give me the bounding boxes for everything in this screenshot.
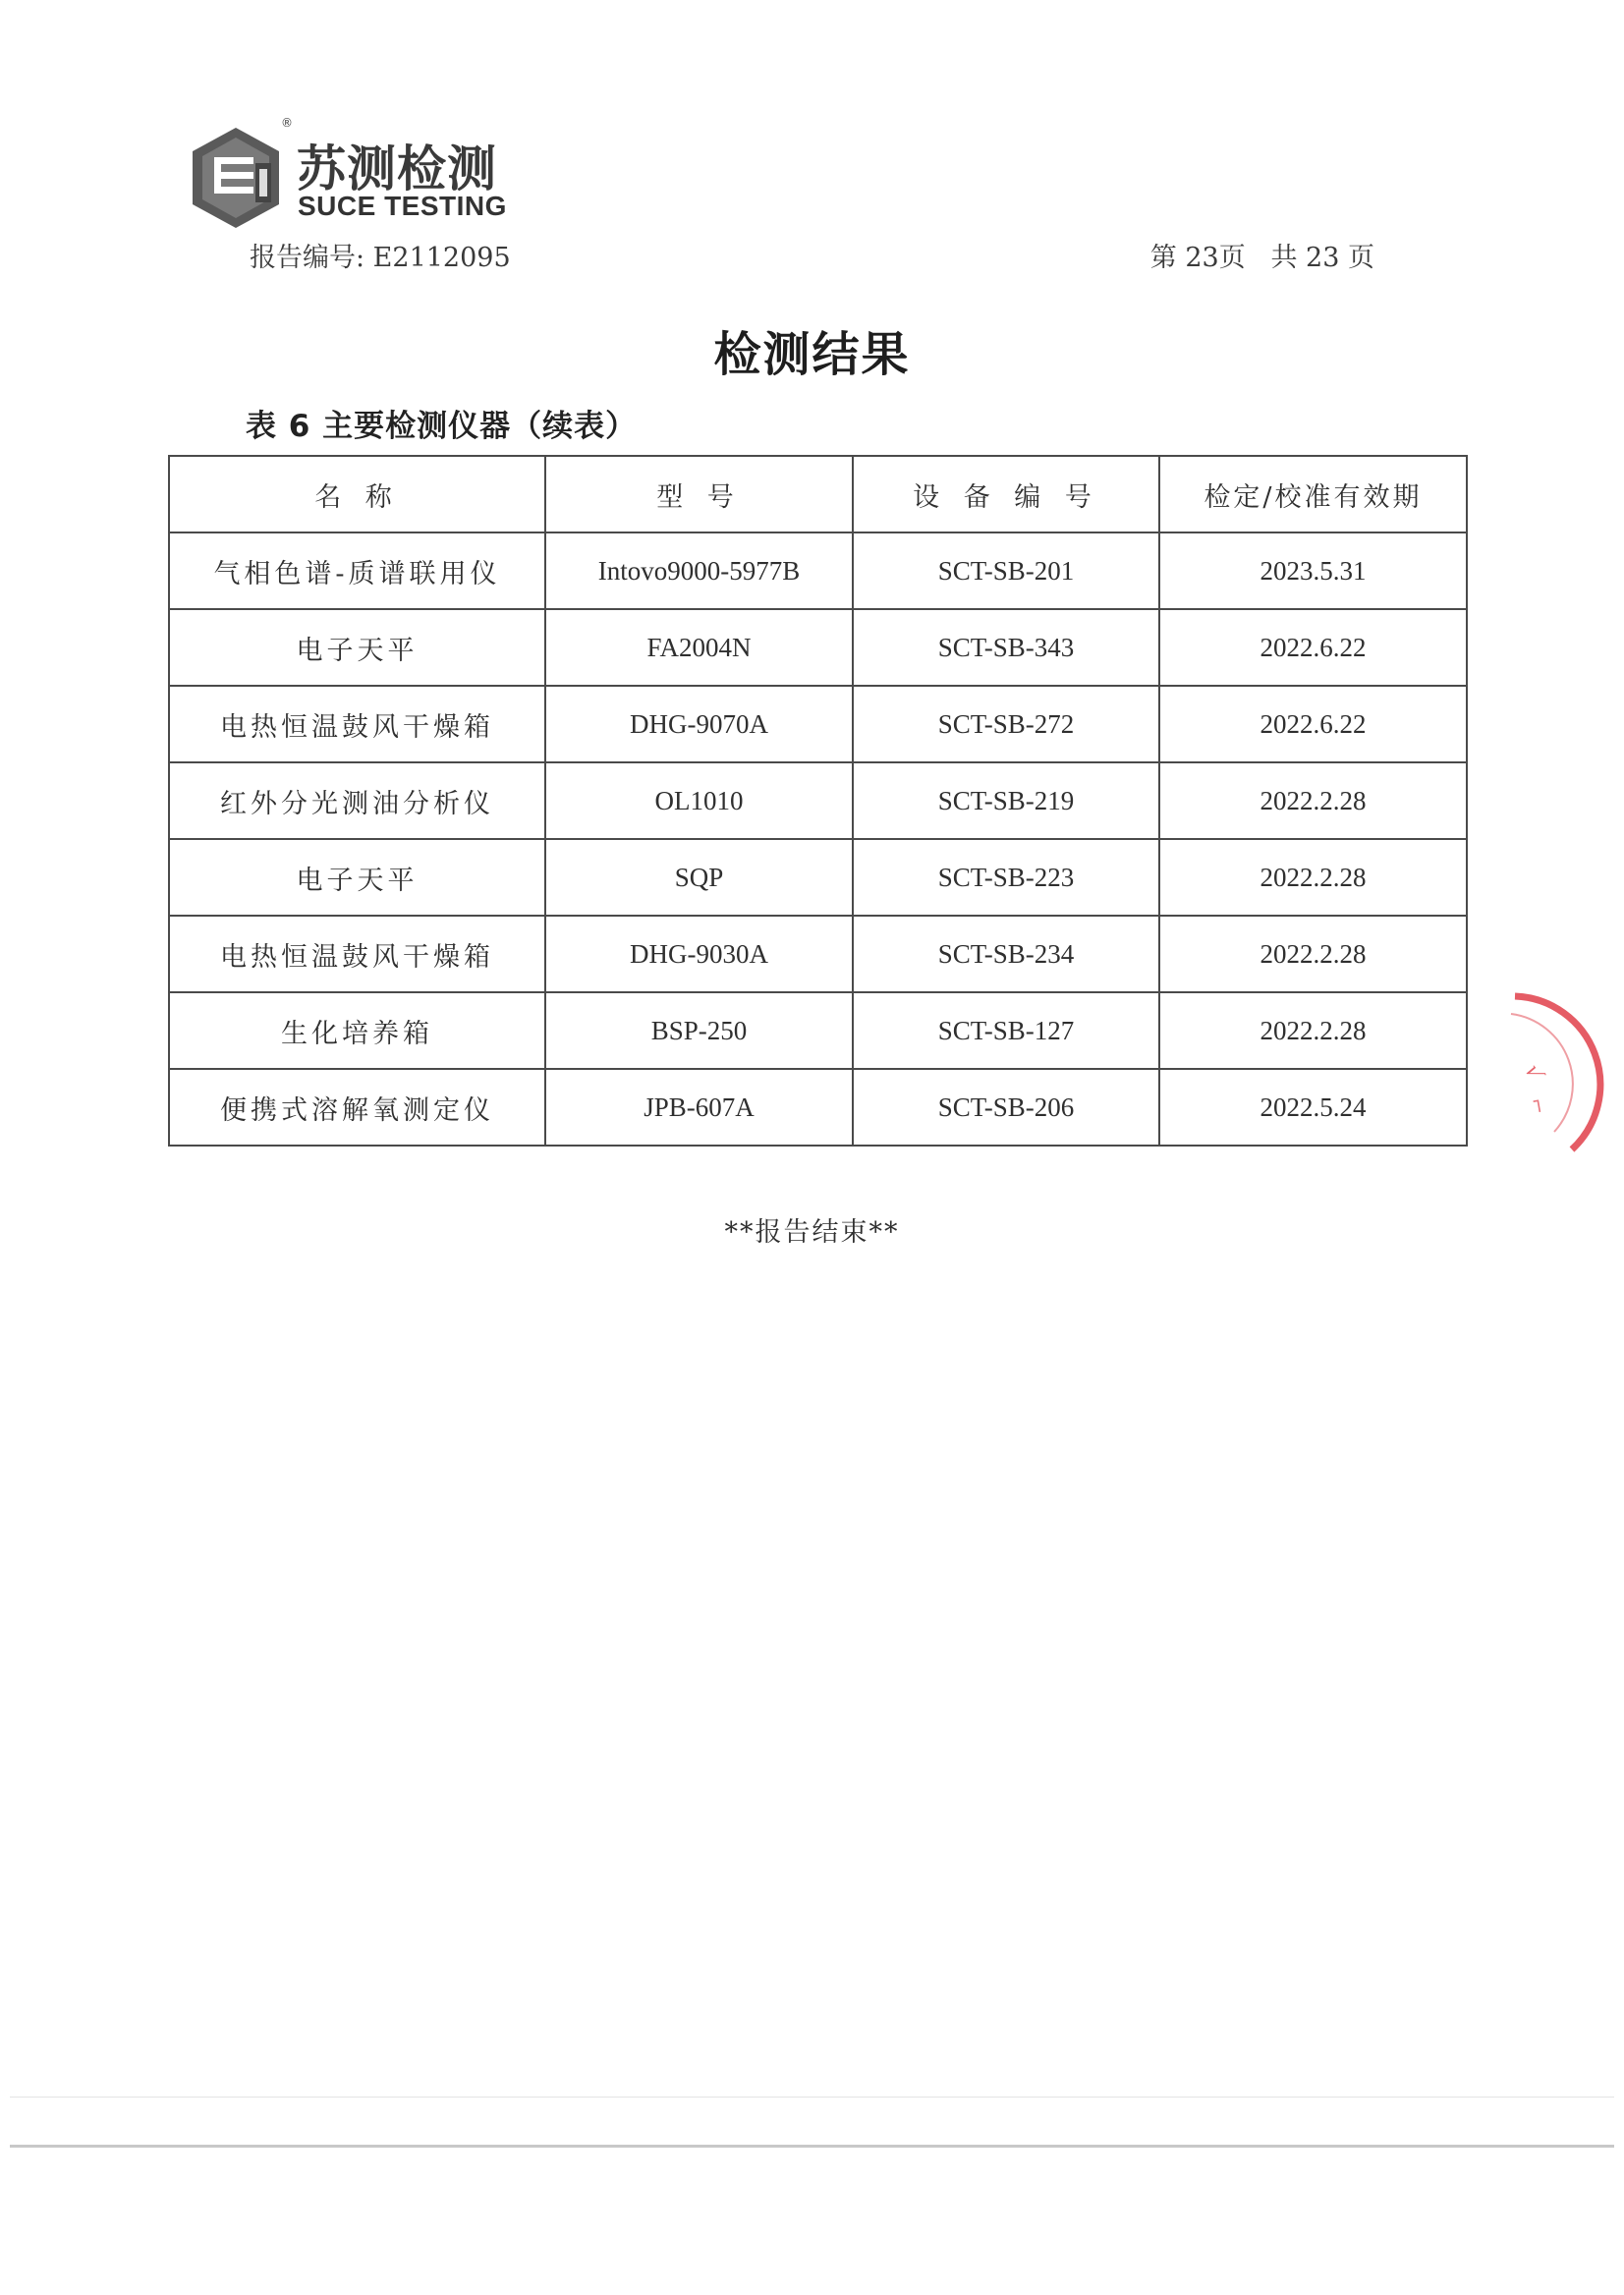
cell-model: DHG-9070A [545,686,853,762]
cell-validity: 2022.2.28 [1159,992,1467,1069]
table-row [169,762,1467,839]
table-row [169,609,1467,686]
cell-model: SQP [545,839,853,916]
svg-text:⌐: ⌐ [1525,1095,1551,1117]
logo-chinese-name: 苏测检测 [297,140,497,197]
cell-equipment-id: SCT-SB-219 [853,762,1159,839]
cell-validity: 2022.6.22 [1159,686,1467,762]
cell-equipment-id: SCT-SB-127 [853,992,1159,1069]
table-row [169,686,1467,762]
table-caption: 表 6 主要检测仪器（续表） [246,409,638,444]
cell-equipment-id: SCT-SB-201 [853,532,1159,609]
cell-name: 气相色谱-质谱联用仪 [169,532,545,609]
cell-validity: 2022.6.22 [1159,609,1467,686]
suce-logo-icon [187,124,285,232]
cell-name: 电子天平 [169,839,545,916]
company-logo [187,116,511,232]
cell-equipment-id: SCT-SB-272 [853,686,1159,762]
cell-model: FA2004N [545,609,853,686]
footer-divider [10,2145,1614,2148]
table-row [169,1069,1467,1146]
instruments-table [168,455,1468,1147]
column-header-validity: 检定/校准有效期 [1159,456,1467,532]
page-indicator: 第 23页 共 23 页 [1149,243,1374,273]
cell-name: 电热恒温鼓风干燥箱 [169,916,545,992]
cell-equipment-id: SCT-SB-206 [853,1069,1159,1146]
table-row [169,532,1467,609]
column-header-name: 名 称 [169,456,545,532]
cell-name: 电子天平 [169,609,545,686]
table-header-row [169,456,1467,532]
cell-validity: 2022.2.28 [1159,916,1467,992]
cell-name: 生化培养箱 [169,992,545,1069]
registered-mark: ® [281,116,293,130]
seal-stamp-icon [1509,984,1607,1161]
cell-model: BSP-250 [545,992,853,1069]
footer-divider-faint [10,2097,1614,2098]
table-row [169,992,1467,1069]
cell-validity: 2022.2.28 [1159,839,1467,916]
cell-validity: 2023.5.31 [1159,532,1467,609]
table-row [169,839,1467,916]
cell-validity: 2022.2.28 [1159,762,1467,839]
cell-validity: 2022.5.24 [1159,1069,1467,1146]
report-end-mark: **报告结束** [724,1217,900,1248]
logo-english-name: SUCE TESTING [298,191,507,221]
table-row [169,916,1467,992]
report-number: 报告编号: E2112095 [250,243,511,273]
cell-name: 电热恒温鼓风干燥箱 [169,686,545,762]
column-header-equipment-id: 设 备 编 号 [853,456,1159,532]
cell-model: OL1010 [545,762,853,839]
cell-model: JPB-607A [545,1069,853,1146]
svg-text:√: √ [1519,1061,1547,1084]
cell-equipment-id: SCT-SB-343 [853,609,1159,686]
cell-name: 红外分光测油分析仪 [169,762,545,839]
cell-equipment-id: SCT-SB-223 [853,839,1159,916]
page-title: 检测结果 [713,327,911,382]
cell-name: 便携式溶解氧测定仪 [169,1069,545,1146]
cell-equipment-id: SCT-SB-234 [853,916,1159,992]
cell-model: DHG-9030A [545,916,853,992]
cell-model: Intovo9000-5977B [545,532,853,609]
column-header-model: 型 号 [545,456,853,532]
